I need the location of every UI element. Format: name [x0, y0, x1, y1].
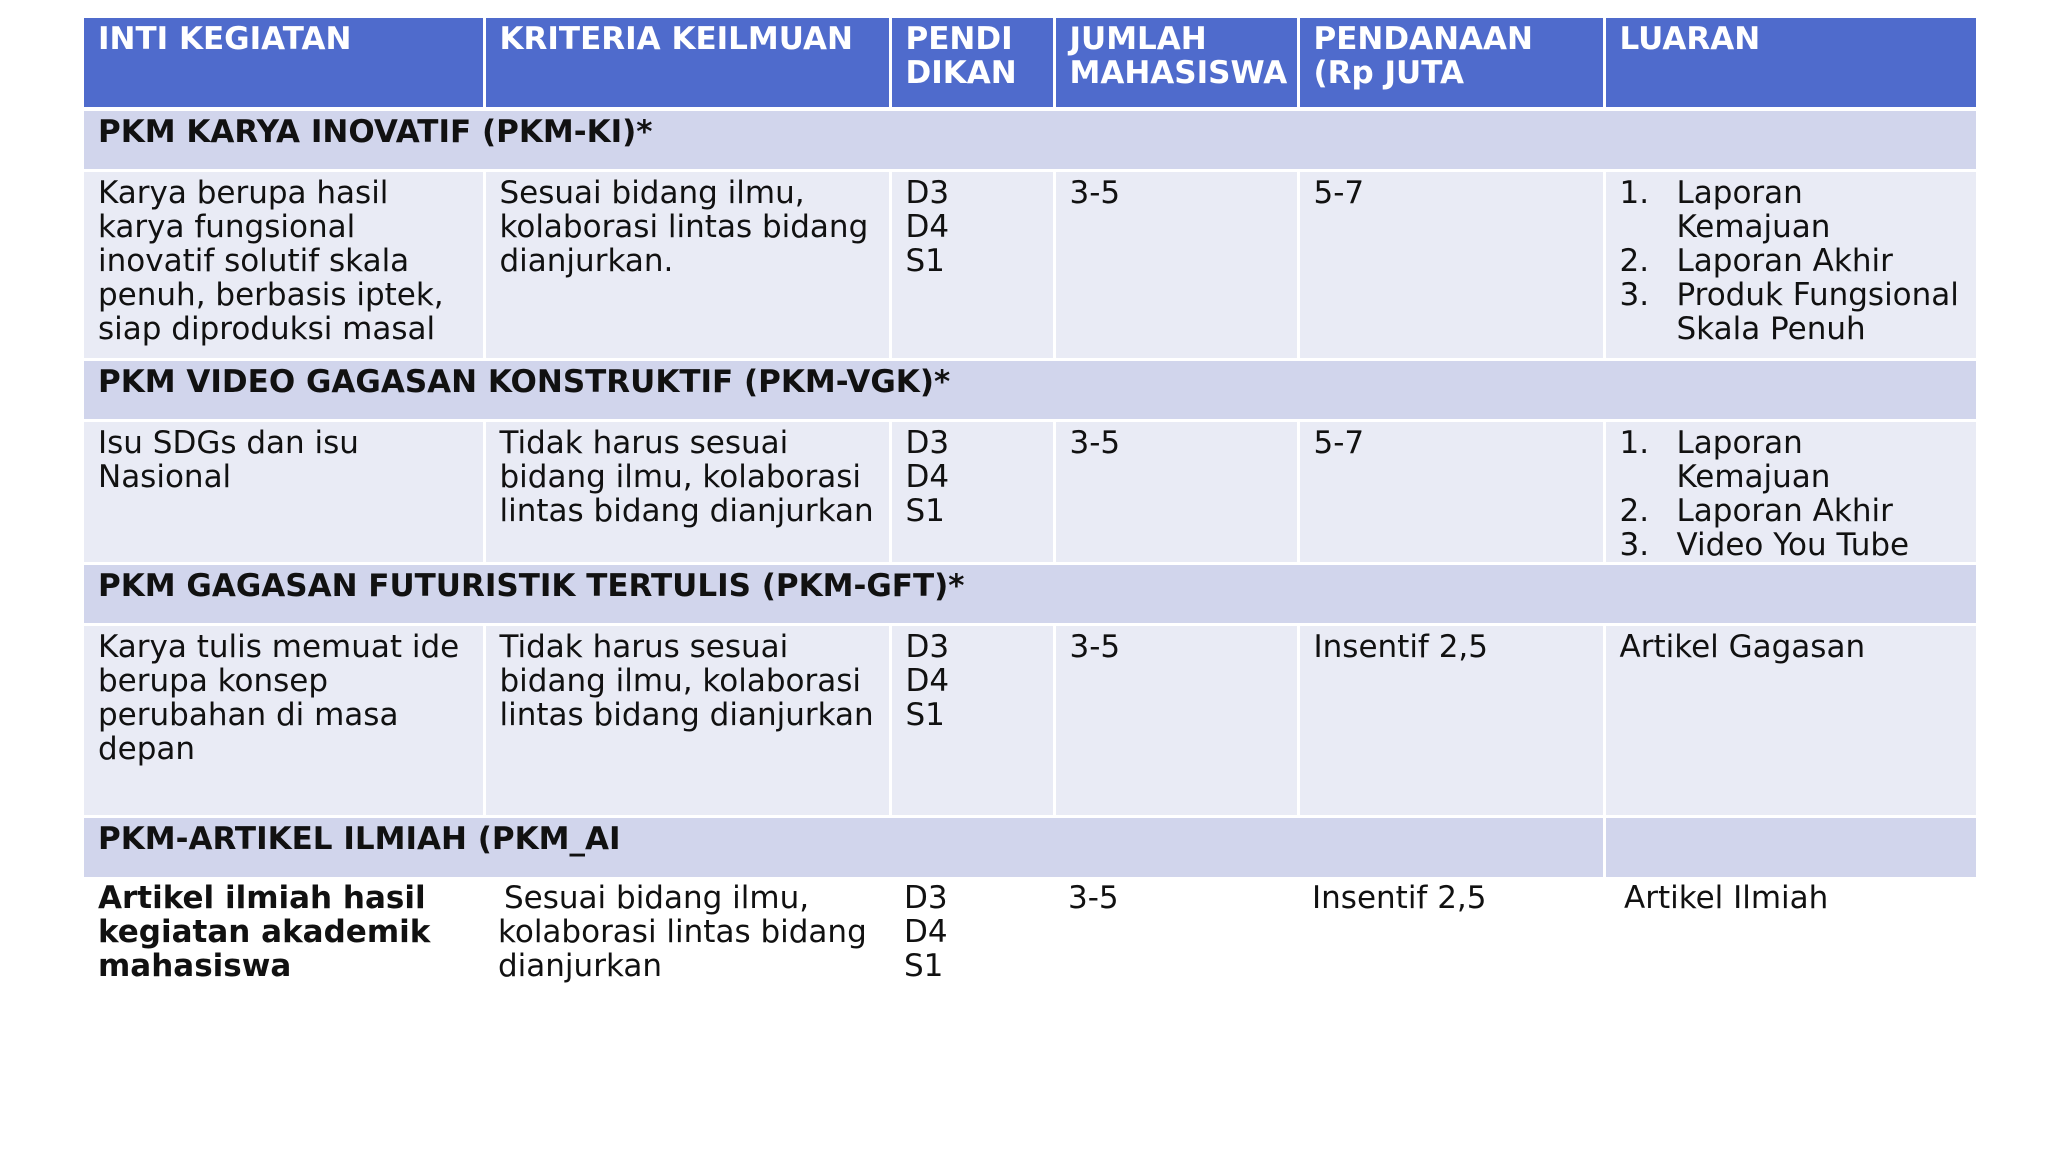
cell-pendidikan	[890, 420, 1054, 563]
list-item	[1620, 494, 1963, 528]
pendidikan-item: D3	[905, 628, 950, 665]
header-jumlah-line-1: JUMLAH	[1069, 21, 1207, 57]
cell-pendidikan	[890, 170, 1054, 359]
section-row-pkm-ai	[84, 816, 1976, 877]
cell-kriteria-keilmuan: Tidak harus sesuai bidang ilmu, kolaborasi lintas bidang dianjurkan	[484, 420, 890, 563]
section-title: PKM VIDEO GAGASAN KONSTRUKTIF (PKM-VGK)*	[84, 359, 1976, 420]
pkm-table	[84, 18, 1976, 1069]
cell-jumlah-mahasiswa: 3-5	[1054, 170, 1298, 359]
cell-pendanaan: Insentif 2,5	[1298, 624, 1604, 816]
section-row-pkm-ki	[84, 109, 1976, 170]
pendidikan-item: D3	[905, 424, 950, 461]
kriteria-text: Sesuai bidang ilmu, kolaborasi lintas bidang dianjurkan	[498, 880, 867, 984]
cell-pendanaan: Insentif 2,5	[1298, 877, 1604, 1069]
table-row	[84, 170, 1976, 359]
cell-pendanaan: 5-7	[1298, 170, 1604, 359]
list-text: Laporan Kemajuan	[1676, 424, 1831, 495]
pendidikan-item: D3	[904, 880, 948, 916]
pendidikan-item: S1	[904, 948, 944, 984]
header-pendanaan-line-2: (Rp JUTA	[1313, 55, 1464, 91]
header-pendidikan	[890, 18, 1054, 109]
cell-inti-kegiatan: Karya tulis memuat ide berupa konsep perubahan di masa depan	[84, 624, 484, 816]
cell-kriteria-keilmuan	[484, 877, 890, 1069]
cell-kriteria-keilmuan: Tidak harus sesuai bidang ilmu, kolaborasi lintas bidang dianjurkan	[484, 624, 890, 816]
list-number: 1.	[1619, 174, 1650, 211]
list-number: 3.	[1619, 526, 1650, 563]
header-row	[84, 18, 1976, 109]
header-inti-kegiatan: INTI KEGIATAN	[84, 18, 484, 109]
pendidikan-item: D4	[905, 208, 950, 245]
cell-jumlah-mahasiswa: 3-5	[1054, 877, 1298, 1069]
header-jumlah-mahasiswa	[1054, 18, 1298, 109]
section-row-pkm-vgk	[84, 359, 1976, 420]
cell-inti-kegiatan: Isu SDGs dan isu Nasional	[84, 420, 484, 563]
section-row-pkm-gft	[84, 563, 1976, 624]
cell-inti-kegiatan: Artikel ilmiah hasil kegiatan akademik mahasiswa	[84, 877, 484, 1069]
list-item	[1620, 426, 1963, 494]
cell-luaran	[1604, 877, 1976, 1069]
pendidikan-item: D4	[904, 914, 948, 950]
header-pendidikan-line-1: PENDI	[905, 21, 1013, 57]
list-number: 3.	[1619, 276, 1650, 313]
table-row	[84, 624, 1976, 816]
header-kriteria-keilmuan: KRITERIA KEILMUAN	[484, 18, 890, 109]
list-item	[1620, 244, 1963, 278]
list-text: Laporan Akhir	[1676, 492, 1893, 529]
cell-luaran	[1604, 420, 1976, 563]
list-item	[1620, 278, 1963, 346]
list-number: 2.	[1619, 242, 1650, 279]
table-row	[84, 877, 1976, 1069]
luaran-list	[1620, 426, 1963, 562]
pendidikan-item: D4	[905, 662, 950, 699]
pendidikan-item: S1	[905, 696, 945, 733]
header-jumlah-line-2: MAHASISWA	[1069, 55, 1288, 91]
header-pendanaan	[1298, 18, 1604, 109]
luaran-list	[1620, 176, 1963, 346]
cell-luaran: Artikel Gagasan	[1604, 624, 1976, 816]
cell-jumlah-mahasiswa: 3-5	[1054, 624, 1298, 816]
cell-kriteria-keilmuan: Sesuai bidang ilmu, kolaborasi lintas bidang dianjurkan.	[484, 170, 890, 359]
section-title: PKM GAGASAN FUTURISTIK TERTULIS (PKM-GFT)*	[84, 563, 1976, 624]
list-text: Video You Tube	[1676, 526, 1910, 563]
cell-pendanaan: 5-7	[1298, 420, 1604, 563]
section-title: PKM-ARTIKEL ILMIAH (PKM_AI	[84, 816, 1604, 877]
header-pendidikan-line-2: DIKAN	[905, 55, 1017, 91]
section-title-empty-cell	[1604, 816, 1976, 877]
header-pendanaan-line-1: PENDANAAN	[1313, 21, 1533, 57]
cell-pendidikan	[890, 877, 1054, 1069]
header-luaran: LUARAN	[1604, 18, 1976, 109]
cell-jumlah-mahasiswa: 3-5	[1054, 420, 1298, 563]
list-text: Laporan Akhir	[1676, 242, 1893, 279]
list-text: Laporan Kemajuan	[1676, 174, 1831, 245]
cell-luaran	[1604, 170, 1976, 359]
section-title: PKM KARYA INOVATIF (PKM-KI)*	[84, 109, 1976, 170]
table-row	[84, 420, 1976, 563]
list-number: 1.	[1619, 424, 1650, 461]
list-text: Produk Fungsional Skala Penuh	[1676, 276, 1959, 347]
cell-inti-kegiatan: Karya berupa hasil karya fungsional inovatif solutif skala penuh, berbasis iptek, siap diproduksi masal	[84, 170, 484, 359]
pendidikan-item: S1	[905, 242, 945, 279]
pendidikan-item: D3	[905, 174, 950, 211]
pendidikan-item: D4	[905, 458, 950, 495]
list-item	[1620, 528, 1963, 562]
list-item	[1620, 176, 1963, 244]
list-number: 2.	[1619, 492, 1650, 529]
luaran-text: Artikel Ilmiah	[1624, 880, 1829, 916]
cell-pendidikan	[890, 624, 1054, 816]
pendidikan-item: S1	[905, 492, 945, 529]
